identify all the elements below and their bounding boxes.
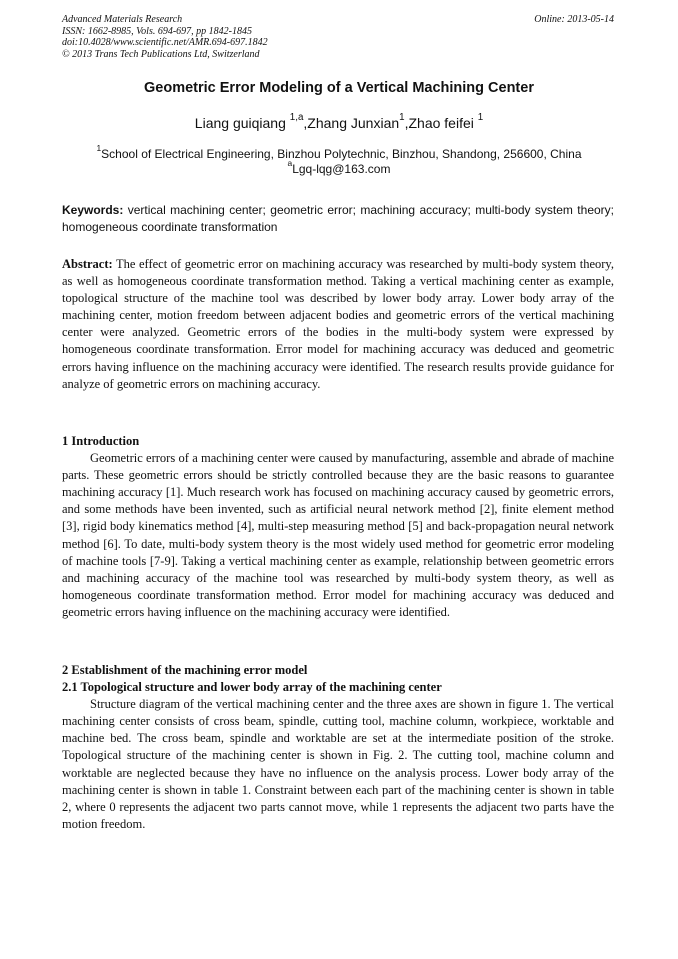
abstract <box>62 256 614 393</box>
issn: ISSN: 1662-8985, Vols. 694-697, pp 1842-1845 <box>62 25 252 37</box>
doi: doi:10.4028/www.scientific.net/AMR.694-697.1842 <box>62 37 268 48</box>
email: Lgq-lqg@163.com <box>292 162 391 176</box>
subsection-heading: 2.1 Topological structure and lower body array of the machining center <box>62 680 442 695</box>
author-sup: 1 <box>399 112 405 124</box>
author-name: ,Zhang Junxian <box>303 115 400 131</box>
author-sup: 1 <box>477 112 484 124</box>
section-heading: 2 Establishment of the machining error model <box>62 663 308 677</box>
keywords-label: Keywords: <box>62 203 124 217</box>
abstract-label: Abstract: <box>62 257 113 271</box>
journal-header <box>62 14 614 60</box>
online-date: Online: 2013-05-14 <box>534 14 614 25</box>
section-introduction <box>62 433 614 621</box>
author-sup: 1,a <box>289 112 304 124</box>
journal-name: Advanced Materials Research <box>62 14 183 25</box>
author-list <box>0 112 678 131</box>
affil-sup: 1 <box>96 143 102 154</box>
section-body: Structure diagram of the vertical machining center and the three axes are shown in figure 1. The vertical machining center consists of cross beam, spindle, cutting tool, machine column, workpiece, worktable and machine bed. The cross beam, spindle and worktable are set at the intermediate position of the stroke. Topological structure of the machining center is shown in Fig. 2. The cutting tool, machine column and worktable are neglected because they have no influence on the analysis process. Lower body array of the machining center is shown in table 1. Constraint between each part of the machining center is shown in table 2, where 0 represents the adjacent two parts cannot move, while 1 represents the adjacent two parts have the motion freedom. <box>62 697 614 831</box>
section-heading: 1 Introduction <box>62 434 140 448</box>
abstract-text: The effect of geometric error on machining accuracy was researched by multi-body system theory, as well as homogeneous coordinate transformation method. Taking a vertical machining center as example, topological structure of the machine tool was described by lower body array. Lower body array of the machining center, motion freedom between adjacent bodies and geometric errors of the vertical machining center were analyzed. Geometric errors of the bodies in the multi-body system were expressed by homogeneous coordinate transformation. Error model for machining accuracy was deduced and geometric errors having influence on the machining accuracy were identified. The research results provide guidance for analyze of geometric errors on machining accuracy. <box>62 257 614 391</box>
section-establishment <box>62 662 614 833</box>
affil-line: School of Electrical Engineering, Binzhou Polytechnic, Binzhou, Shandong, 256600, China <box>101 147 582 161</box>
email-sup: a <box>287 158 293 169</box>
keywords <box>62 202 614 236</box>
affiliation <box>0 143 678 177</box>
section-body: Geometric errors of a machining center were caused by manufacturing, assemble and abrade of machine parts. These geometric errors should be strictly controlled because they are the basic reasons to guarantee machining accuracy [1]. Much research work has focused on machining accuracy caused by geometric errors, and some methods have been invented, such as artificial neural network method [2], finite element method [3], rigid body kinematics method [4], multi-step measuring method [5] and back-propagation neural network method [6]. To date, multi-body system theory is the most widely used method for geometric error modeling of machine tools [7-9]. Taking a vertical machining center as example, relationship between geometric errors and machining accuracy of the machine tool was researched by multi-body system theory, as well as homogeneous coordinate transformation method. Error model for machining accuracy was deduced and geometric errors having influence on the machining accuracy were identified. <box>62 451 614 619</box>
author-name: ,Zhao feifei <box>404 115 478 131</box>
paper-title: Geometric Error Modeling of a Vertical Machining Center <box>144 80 534 96</box>
keywords-text: vertical machining center; geometric error; machining accuracy; multi-body system theory; homogeneous coordinate transformation <box>62 203 614 234</box>
author-name: Liang guiqiang <box>194 115 290 131</box>
copyright: © 2013 Trans Tech Publications Ltd, Switzerland <box>62 48 260 60</box>
